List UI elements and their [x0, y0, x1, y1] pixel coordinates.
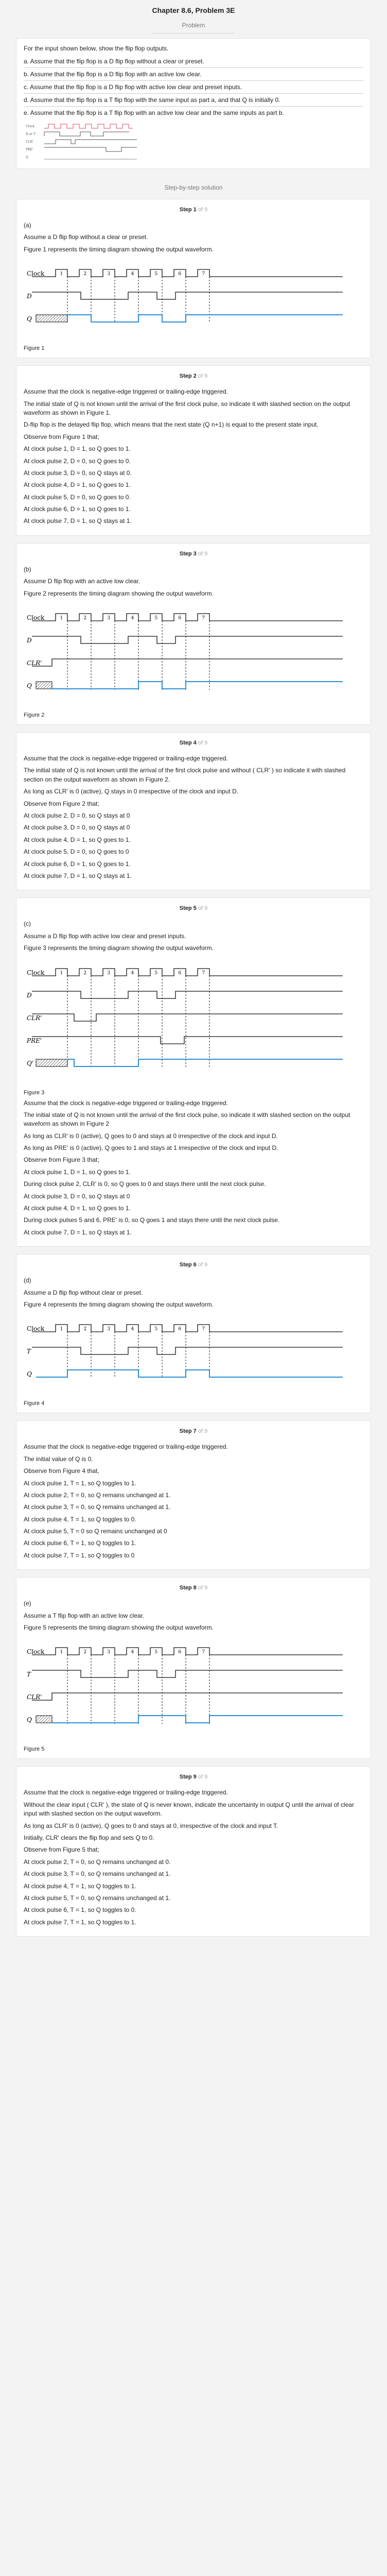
- step-text: At clock pulse 5, T = 0, so Q remains unchanged at 1.: [24, 1894, 171, 1902]
- pulse-label: 3: [107, 272, 111, 277]
- signal-label-t: T: [27, 1348, 31, 1355]
- step-text: Figure 2 represents the timing diagram showing the output waveform.: [24, 589, 214, 597]
- pulse-label: 6: [178, 272, 182, 277]
- pulse-label: 4: [131, 616, 134, 621]
- step-text: At clock pulse 3, D = 0, so Q stays at 0.: [24, 469, 132, 477]
- output-waveform: [52, 1716, 343, 1723]
- pulse-label: 5: [154, 272, 158, 277]
- pulse-label: 5: [154, 1327, 158, 1332]
- step-text: At clock pulse 5, D = 0, so Q goes to 0: [24, 848, 129, 856]
- step-text: At clock pulse 7, T = 1, so Q toggles to 0: [24, 1551, 135, 1559]
- step-text: At clock pulse 7, D = 1, so Q stays at 1.: [24, 872, 132, 879]
- step-text: At clock pulse 6, T = 1, so Q toggles to 0.: [24, 1906, 136, 1914]
- clear-waveform: [32, 659, 343, 666]
- output-waveform: [67, 315, 343, 322]
- step-part: (b): [24, 565, 31, 573]
- figure-caption: Figure 3: [24, 1089, 45, 1096]
- clock-waveform: [32, 614, 343, 621]
- step-text: At clock pulse 6, D = 1, so Q goes to 1.: [24, 505, 131, 513]
- problem-label: Problem: [182, 22, 205, 29]
- output-waveform: [52, 682, 343, 689]
- step-number: 7: [193, 1428, 198, 1435]
- signal-label-q: Q: [27, 682, 32, 690]
- input-waveform: [32, 1347, 343, 1354]
- step-text: At clock pulse 4, D = 1, so Q goes to 1.: [24, 836, 131, 843]
- step-text: Figure 5 represents the timing diagram showing the output waveform.: [24, 1624, 214, 1632]
- clear-waveform: [32, 1693, 343, 1700]
- problem-waveform: [24, 121, 168, 162]
- step-part: (a): [24, 222, 31, 229]
- step-text: At clock pulse 7, T = 1, so Q toggles to 1.: [24, 1918, 136, 1926]
- step-text: Assume that the clock is negative-edge triggered or trailing-edge triggered.: [24, 1789, 228, 1797]
- step-text: The initial value of Q is 0.: [24, 1455, 93, 1463]
- input-waveform: [32, 1670, 343, 1677]
- step-word: Step: [179, 1262, 194, 1268]
- pulse-label: 3: [107, 970, 111, 976]
- step-text: Assume that the clock is negative-edge triggered or trailing-edge triggered.: [24, 1443, 228, 1451]
- step-text: Observe from Figure 1 that;: [24, 433, 99, 440]
- step-text: Assume a D flip flop without clear or preset.: [24, 1289, 143, 1296]
- step-text: As long as CLR' is 0 (active), Q goes to 0 and stays at 0, irrespective of the clock and input T.: [24, 1822, 278, 1829]
- step-text: As long as CLR' is 0 (active), Q goes to 0 and stays at 0 irrespective of the clock and input D.: [24, 1132, 278, 1140]
- pulse-label: 5: [154, 1650, 158, 1655]
- pulse-label: 1: [60, 1327, 63, 1332]
- problem-item-c: c. Assume that the flip flop is a D flip flop with active low clear and preset inputs.: [24, 81, 363, 94]
- step-text: Figure 4 represents the timing diagram showing the output waveform.: [24, 1300, 214, 1308]
- step-text: Observe from Figure 2 that;: [24, 800, 99, 807]
- signal-label-d: D: [27, 991, 32, 999]
- step-part: (d): [24, 1277, 31, 1284]
- step-text: At clock pulse 1, D = 1, so Q goes to 1.: [24, 445, 131, 453]
- step-text: At clock pulse 2, D = 0, so Q goes to 0.: [24, 457, 131, 465]
- pulse-label: 6: [178, 970, 182, 976]
- pulse-label: 4: [131, 1327, 134, 1332]
- output-waveform: [36, 1370, 343, 1377]
- step-number: 9: [193, 1774, 198, 1781]
- step-card-6: [16, 1255, 371, 1413]
- step-header: [24, 904, 363, 917]
- problem-item-d: d. Assume that the flip flop is a T flip flop with the same input as part a, and that Q is initially 0.: [24, 94, 363, 107]
- step-text: The initial state of Q is not known until the arrival of the first clock pulse and without ( CLR' ) so indicate it with slashed section on the output waveform as shown in Figure 2.: [24, 767, 346, 783]
- signal-label-q: Q: [27, 1370, 32, 1378]
- step-text: The initial state of Q is not known until the arrival of the first clock pulse, so indicate it with slashed section on the output waveform as shown in Figure 1.: [24, 400, 350, 416]
- step-number: 6: [193, 1262, 198, 1268]
- pw-label-q: Q: [26, 156, 28, 159]
- figure-caption: Figure 5: [24, 1746, 45, 1753]
- step-text: At clock pulse 7, D = 1, so Q stays at 1.: [24, 1228, 132, 1236]
- step-text: Observe from Figure 5 that;: [24, 1846, 99, 1854]
- step-text: Assume a D flip flop without a clear or preset.: [24, 233, 148, 241]
- step-of: of 9: [198, 550, 208, 557]
- pulse-label: 7: [202, 1327, 205, 1332]
- pulse-label: 1: [60, 616, 63, 621]
- signal-label-clock: Clock: [27, 1648, 45, 1656]
- step-text: As long as CLR' is 0 (active), Q stays in 0 irrespective of the clock and input D.: [24, 788, 239, 795]
- step-card-5: [16, 898, 371, 1246]
- step-number: 8: [193, 1585, 198, 1591]
- problem-item-b: b. Assume that the flip flop is a D flip flop with an active low clear.: [24, 68, 363, 81]
- pulse-label: 6: [178, 1650, 182, 1655]
- step-text: Without the clear input ( CLR' ), the state of Q is never known, indicate the uncertainty in output Q until the arrival of clear input with slashed section on the output waveform.: [24, 1801, 354, 1818]
- clock-waveform: [32, 1325, 343, 1332]
- step-number: 1: [193, 207, 198, 213]
- signal-label-q: Q: [27, 1716, 32, 1724]
- step-text: D-flip flop is the delayed flip flop, which means that the next state (Q n+1) is equal to the present state input.: [24, 421, 319, 429]
- step-word: Step: [179, 373, 194, 380]
- pulse-label: 4: [131, 970, 134, 976]
- problem-card: [16, 39, 371, 168]
- step-of: of 9: [198, 1262, 208, 1268]
- step-text: Figure 1 represents the timing diagram showing the output waveform.: [24, 245, 214, 253]
- pulse-label: 7: [202, 1650, 205, 1655]
- pulse-label: 3: [107, 616, 111, 621]
- step-text: At clock pulse 3, D = 0, so Q stays at 0: [24, 1192, 130, 1200]
- signal-label-clock: Clock: [27, 614, 45, 622]
- pw-label-d: D or T: [26, 132, 36, 136]
- step-text: Assume that the clock is negative-edge triggered or trailing-edge triggered.: [24, 1099, 228, 1107]
- signal-label-pre: PRE': [27, 1037, 42, 1044]
- signal-label-clock: Clock: [27, 270, 45, 278]
- step-text: At clock pulse 7, D = 1, so Q stays at 1.: [24, 517, 132, 525]
- step-of: of 9: [198, 373, 208, 380]
- step-text: At clock pulse 6, D = 1, so Q goes to 1.: [24, 860, 131, 868]
- signal-label-q1: Q': [27, 1059, 34, 1067]
- problem-item-e: e. Assume that the flip flop is a T flip flop with an active low clear and the same inputs as part b.: [24, 109, 284, 116]
- pulse-label: 6: [178, 616, 182, 621]
- step-of: of 9: [198, 740, 208, 747]
- step-text: At clock pulse 4, T = 1, so Q toggles to 1.: [24, 1882, 136, 1890]
- unknown-state-hatch: [36, 1716, 52, 1723]
- figure-caption: Figure 4: [24, 1400, 45, 1407]
- step-card-7: [16, 1421, 371, 1569]
- pulse-label: 2: [83, 1650, 87, 1655]
- pw-label-clock: Clock: [26, 125, 35, 128]
- input-waveform: [32, 991, 343, 998]
- signal-label-clock: Clock: [27, 969, 45, 976]
- timing-diagram-3: [24, 603, 348, 709]
- step-of: of 9: [198, 207, 208, 213]
- timing-diagram-6: [24, 1314, 348, 1398]
- step-card-1: [16, 199, 371, 358]
- step-header: [24, 550, 363, 562]
- step-word: Step: [179, 905, 194, 912]
- step-text: Initially, CLR' clears the flip flop and sets Q to 0.: [24, 1834, 154, 1841]
- step-header: [24, 1427, 363, 1439]
- timing-diagram-8: [24, 1637, 348, 1743]
- figure-caption: Figure 2: [24, 712, 45, 719]
- step-text: At clock pulse 6, T = 1, so Q toggles to 1.: [24, 1539, 136, 1547]
- step-text: Assume that the clock is negative-edge triggered or trailing-edge triggered.: [24, 388, 228, 396]
- unknown-state-hatch: [36, 682, 52, 689]
- step-text: Assume a D flip flop with active low clear and preset inputs.: [24, 932, 186, 940]
- figure-caption: Figure 1: [24, 345, 45, 352]
- step-card-8: [16, 1578, 371, 1758]
- step-text: Assume D flip flop with an active low clear.: [24, 578, 140, 585]
- pulse-label: 2: [83, 272, 87, 277]
- problem-item-a: a. Assume that the flip flop is a D flip flop without a clear or preset.: [24, 55, 363, 68]
- step-header: [24, 1261, 363, 1273]
- step-of: of 9: [198, 1585, 208, 1591]
- step-text: Observe from Figure 4 that,: [24, 1467, 99, 1475]
- step-card-3: [16, 544, 371, 724]
- step-number: 3: [193, 550, 198, 557]
- step-text: At clock pulse 4, D = 1, so Q goes to 1.: [24, 1205, 131, 1212]
- step-text: At clock pulse 2, T = 0, so Q remains unchanged at 1.: [24, 1491, 171, 1499]
- clear-waveform: [32, 1014, 343, 1021]
- step-number: 5: [193, 905, 198, 912]
- step-header: [24, 1584, 363, 1596]
- step-text: At clock pulse 1, T = 1, so Q toggles to 1.: [24, 1479, 136, 1487]
- step-text: As long as PRE' is 0 (active), Q goes to 1 and stays at 1 irrespective of the clock and input D.: [24, 1144, 278, 1152]
- step-text: At clock pulse 3, T = 0, so Q remains unchanged at 1.: [24, 1503, 171, 1511]
- signal-label-d: D: [27, 637, 32, 645]
- step-header: [24, 372, 363, 384]
- input-waveform: [32, 292, 343, 299]
- pulse-label: 2: [83, 1327, 87, 1332]
- signal-label-q: Q: [27, 315, 32, 323]
- pulse-label: 5: [154, 616, 158, 621]
- pw-label-pre: PRE': [26, 148, 33, 151]
- step-text: At clock pulse 2, T = 0, so Q remains unchanged at 0.: [24, 1858, 171, 1866]
- step-text: The initial state of Q is not known until the arrival of the first clock pulse, so indicate it with slashed section on the output waveform as shown in Figure 2: [24, 1111, 350, 1128]
- step-number: 4: [193, 740, 198, 747]
- pulse-label: 1: [60, 1650, 63, 1655]
- pw-label-clr: CLR': [26, 140, 33, 144]
- step-text: During clock pulse 2, CLR' is 0, so Q goes to 0 and stays there until the next clock pulse.: [24, 1180, 266, 1188]
- pulse-label: 1: [60, 272, 63, 277]
- step-of: of 9: [198, 1428, 208, 1435]
- step-text: Figure 3 represents the timing diagram showing the output waveform.: [24, 944, 214, 952]
- pulse-label: 6: [178, 1327, 182, 1332]
- step-text: At clock pulse 5, T = 0 so Q remains unchanged at 0: [24, 1528, 167, 1535]
- pulse-label: 4: [131, 1650, 134, 1655]
- timing-diagram-5: [24, 958, 348, 1087]
- step-of: of 9: [198, 1774, 208, 1781]
- step-text: At clock pulse 3, T = 0, so Q remains unchanged at 1.: [24, 1870, 171, 1878]
- clock-waveform: [32, 269, 343, 277]
- step-text: At clock pulse 4, T = 1, so Q toggles to 0.: [24, 1515, 136, 1523]
- step-number: 2: [193, 373, 198, 380]
- signal-label-clr: CLR': [27, 659, 42, 667]
- step-text: Assume that the clock is negative-edge triggered or trailing-edge triggered.: [24, 755, 228, 762]
- signal-label-clock: Clock: [27, 1325, 45, 1333]
- problem-intro: For the input shown below, show the flip flop outputs.: [24, 45, 169, 52]
- pw-d: [44, 132, 129, 136]
- step-word: Step: [179, 1585, 194, 1591]
- step-card-4: [16, 733, 371, 890]
- step-header: [24, 739, 363, 751]
- unknown-state-hatch: [36, 315, 67, 322]
- step-text: At clock pulse 5, D = 0, so Q goes to 0.: [24, 493, 131, 501]
- pw-pre: [44, 147, 137, 151]
- pulse-label: 7: [202, 616, 205, 621]
- pulse-label: 2: [83, 970, 87, 976]
- step-word: Step: [179, 1428, 194, 1435]
- step-text: At clock pulse 2, D = 0, so Q stays at 0: [24, 811, 130, 819]
- pulse-label: 3: [107, 1650, 111, 1655]
- step-text: At clock pulse 3, D = 0, so Q stays at 0: [24, 824, 130, 832]
- signal-label-clr: CLR': [27, 1014, 42, 1022]
- preset-waveform: [32, 1037, 343, 1044]
- step-header: [24, 1773, 363, 1785]
- unknown-state-hatch: [36, 1059, 67, 1066]
- step-word: Step: [179, 1774, 194, 1781]
- step-text: At clock pulse 4, D = 1, so Q goes to 1.: [24, 481, 131, 489]
- timing-diagram-1: [24, 259, 348, 343]
- step-header: [24, 206, 363, 218]
- pulse-label: 4: [131, 272, 134, 277]
- step-card-2: [16, 366, 371, 535]
- clock-waveform: [32, 969, 343, 976]
- pulse-label: 3: [107, 1327, 111, 1332]
- pulse-label: 7: [202, 970, 205, 976]
- signal-label-clr: CLR': [27, 1693, 42, 1701]
- output-waveform: [67, 1059, 343, 1066]
- step-word: Step: [179, 550, 194, 557]
- step-of: of 9: [198, 905, 208, 912]
- step-word: Step: [179, 740, 194, 747]
- step-text: Observe from Figure 3 that;: [24, 1156, 99, 1164]
- chapter-title: Chapter 8.6, Problem 3E: [152, 6, 235, 14]
- step-part: (e): [24, 1600, 31, 1607]
- pulse-label: 5: [154, 970, 158, 976]
- step-text: At clock pulse 1, D = 1, so Q goes to 1.: [24, 1168, 131, 1176]
- signal-label-d: D: [27, 293, 32, 300]
- step-card-9: [16, 1767, 371, 1936]
- pw-clr: [44, 140, 137, 144]
- step-part: (c): [24, 920, 31, 928]
- pulse-label: 2: [83, 616, 87, 621]
- steps-container: [0, 199, 387, 1936]
- input-waveform: [32, 636, 343, 643]
- clock-waveform: [32, 1648, 343, 1655]
- pulse-label: 1: [60, 970, 63, 976]
- step-text: During clock pulses 5 and 6, PRE' is 0, so Q goes 1 and stays there until the next clock pulse.: [24, 1216, 280, 1224]
- solution-label: Step-by-step solution: [164, 184, 223, 191]
- pulse-label: 7: [202, 272, 205, 277]
- step-word: Step: [179, 207, 194, 213]
- step-text: Assume a T flip flop with an active low clear.: [24, 1612, 145, 1619]
- signal-label-t: T: [27, 1671, 31, 1679]
- pw-clock: [44, 124, 133, 128]
